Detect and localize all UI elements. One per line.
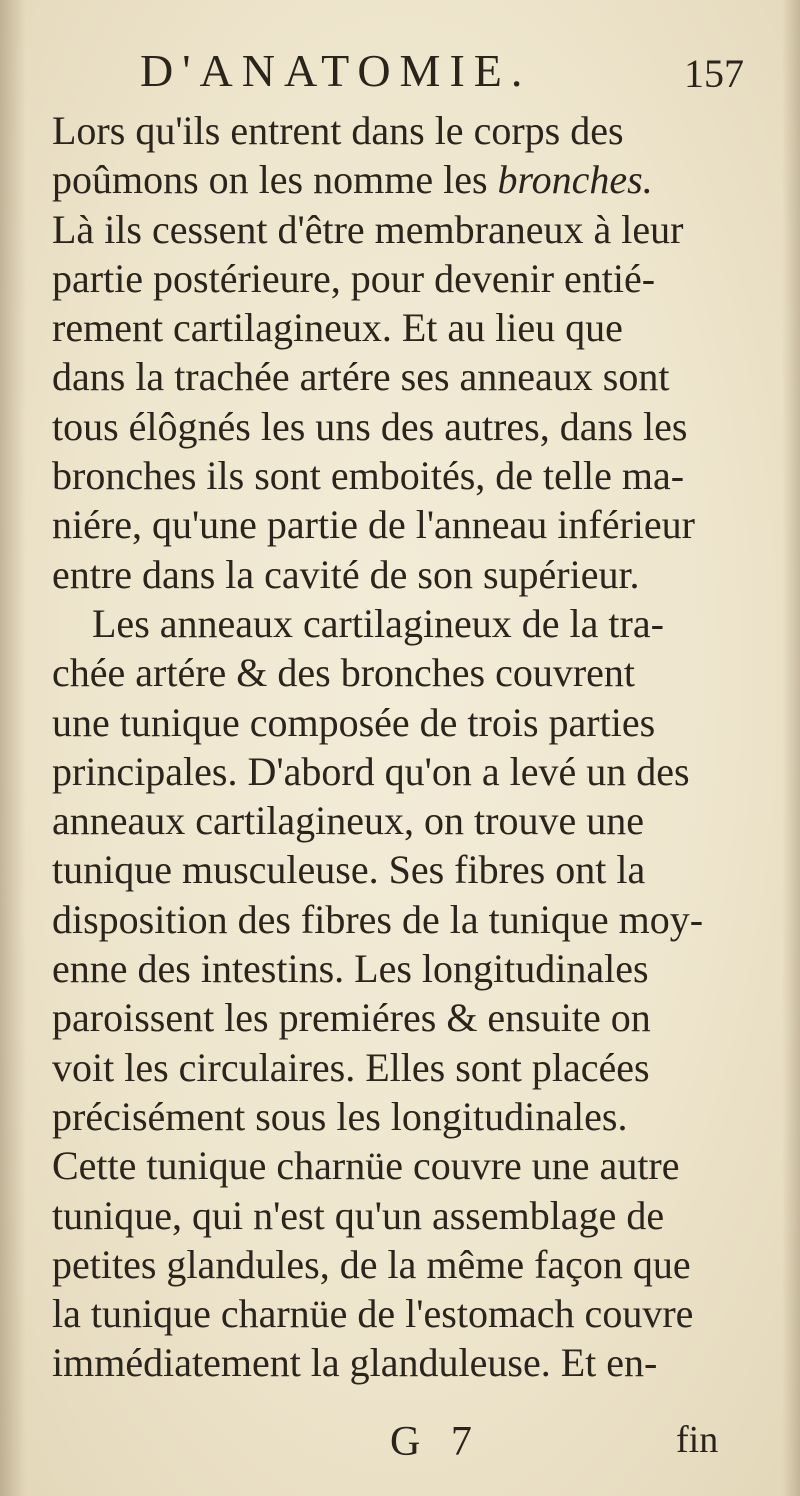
text-line: paroissent les premiéres & ensuite on — [52, 995, 651, 1041]
catchword: fin — [676, 1419, 719, 1461]
text-line: dans la trachée artére ses anneaux sont — [52, 354, 670, 400]
page-number: 157 — [684, 51, 744, 96]
text-line: Cette tunique charnüe couvre une autre — [52, 1143, 680, 1189]
page-header — [0, 36, 800, 106]
text-line: tunique, qui n'est qu'un assemblage de — [52, 1192, 665, 1238]
text-line: Là ils cessent d'être membraneux à leur — [52, 206, 684, 252]
page-footer — [0, 1418, 800, 1478]
text-line: immédiatement la glanduleuse. Et en- — [52, 1340, 658, 1386]
text-line: bronches ils sont emboités, de telle ma- — [52, 453, 685, 499]
text-line — [52, 155, 792, 204]
text-line: partie postérieure, pour devenir entié- — [52, 255, 656, 301]
text-line: voit les circulaires. Elles sont placées — [52, 1044, 650, 1090]
text-span — [52, 157, 653, 202]
text-line: la tunique charnüe de l'estomach couvre — [52, 1291, 694, 1337]
text-line: une tunique composée de trois parties — [52, 699, 656, 745]
text-line: Les anneaux cartilagineux de la tra- — [92, 600, 664, 646]
text-line: entre dans la cavité de son supérieur. — [52, 551, 640, 597]
italic-term: bronches. — [497, 157, 653, 203]
body-text — [52, 106, 792, 1388]
text-line: chée artére & des bronches couvrent — [52, 650, 636, 696]
text-line: Lors qu'ils entrent dans le corps des — [52, 108, 624, 153]
text-line: petites glandules, de la même façon que — [52, 1241, 691, 1287]
text-line: niére, qu'une partie de l'anneau inférieur — [52, 502, 695, 548]
text-line: rement cartilagineux. Et au lieu que — [52, 305, 623, 351]
text-line: tunique musculeuse. Ses fibres ont la — [52, 847, 646, 893]
text-span: poûmons on les nomme les — [52, 157, 498, 203]
running-head: D'ANATOMIE. — [140, 45, 532, 96]
text-line: principales. D'abord qu'on a levé un des — [52, 748, 690, 794]
text-line: précisément sous les longitudinales. — [52, 1093, 628, 1139]
signature-mark: G 7 — [390, 1419, 482, 1465]
text-line: disposition des fibres de la tunique moy- — [52, 896, 704, 942]
text-line: enne des intestins. Les longitudinales — [52, 946, 649, 992]
gutter-shadow — [0, 0, 26, 1496]
text-line: anneaux cartilagineux, on trouve une — [52, 798, 644, 844]
text-line: tous élôgnés les uns des autres, dans les — [52, 403, 688, 449]
